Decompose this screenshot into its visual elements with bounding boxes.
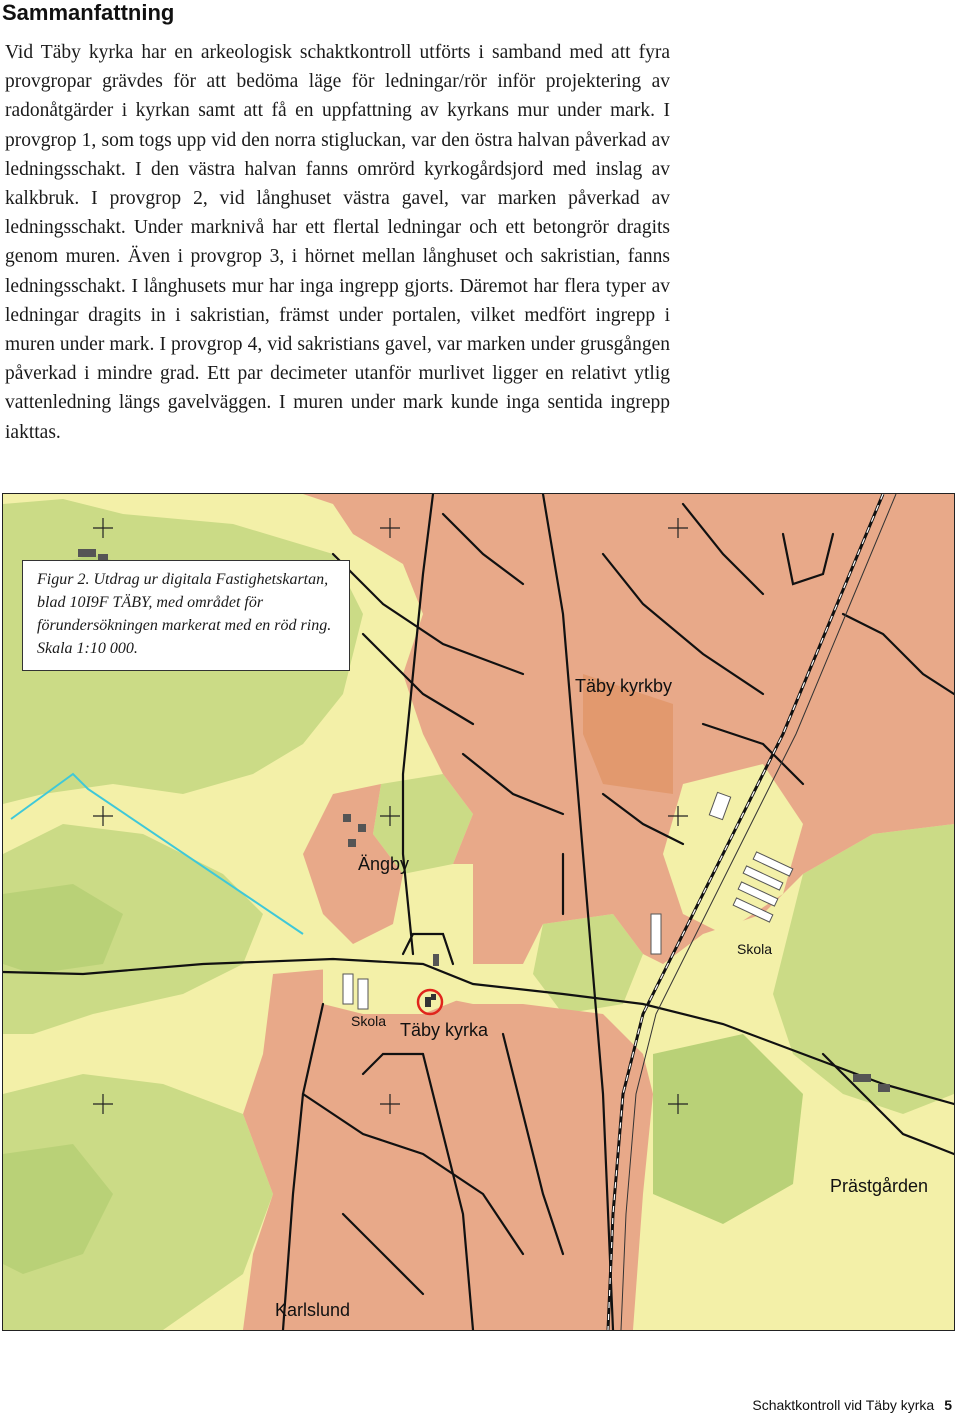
map-label-angby: Ängby — [358, 854, 410, 874]
section-heading: Sammanfattning — [2, 0, 175, 25]
map-label-taby-kyrka: Täby kyrka — [400, 1020, 489, 1040]
map-label-prastgarden: Prästgården — [830, 1176, 929, 1196]
summary-paragraph: Vid Täby kyrka har en arkeologisk schaktkontroll utförts i samband med att fyra provgropar grävdes för att bedöma läge för ledningar/rör inför projektering av radonåtgärder i kyrkan samt att få en uppfattning av kyrkans mur under mark. I provgrop 1, som togs upp vid den norra stigluckan, var den östra halvan påverkad av ledningsschakt. I den västra halvan fanns omrörd kyrkogårdsjord med inslag av kalkbruk. I provgrop 2, vid långhuset västra gavel, var marken påverkad av ledningsschakt. Under marknivå har ett flertal ledningar och ett betongrör dragits genom muren. Även i provgrop 3, i hörnet mellan långhuset och sakristian, fanns ledningsschakt. I långhusets mur har inga ingrepp gjorts. Däremot har flera typer av ledningar dragits in i sakristian, främst under portalen, vilket medfört ingrepp i muren under mark. I provgrop 4, vid sakristians gavel, var marken under grusgången påverkad i mindre grad. Ett par decimeter utanför murlivet ligger en relativt ytlig vattenledning längs gavelväggen. I muren under mark kunde inga sentida ingrepp iakttas. — [5, 42, 670, 443]
page-footer — [752, 1397, 952, 1413]
map-label-skola-east: Skola — [737, 941, 773, 957]
figure-caption: Figur 2. Utdrag ur digitala Fastighetskartan, blad 10I9F TÄBY, med området för förundersökningen markerat med en röd ring. Skala 1:10 000. — [22, 560, 350, 671]
map-label-skola-west: Skola — [351, 1013, 387, 1029]
footer-title: Schaktkontroll vid Täby kyrka — [752, 1397, 935, 1413]
page-number: 5 — [944, 1397, 952, 1413]
map-label-karlslund: Karlslund — [275, 1300, 351, 1320]
clearing-small — [423, 924, 473, 964]
built-area-south — [243, 964, 653, 1330]
map-label-taby-kyrkby: Täby kyrkby — [575, 676, 673, 696]
